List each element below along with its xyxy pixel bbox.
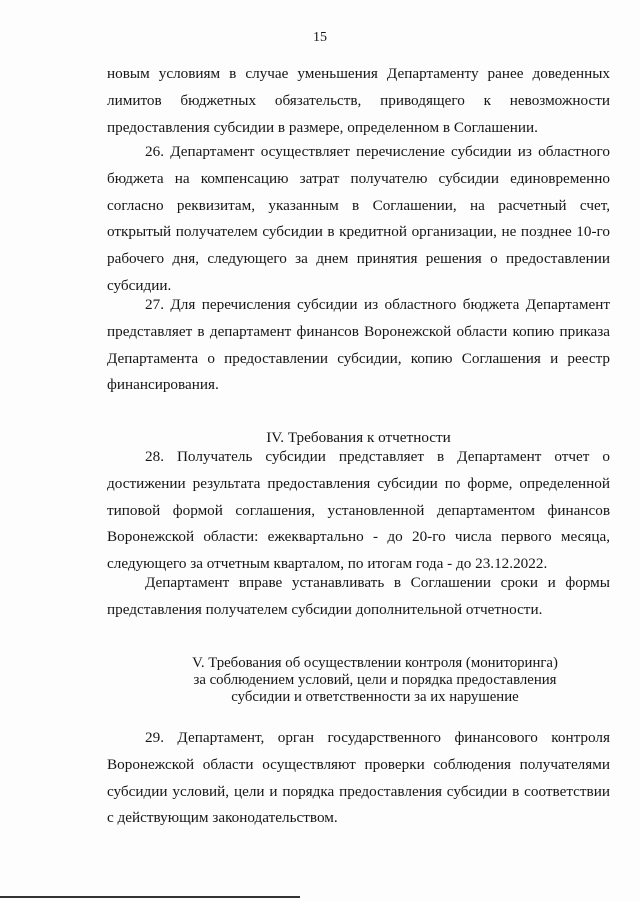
- section-heading-5: [150, 655, 600, 706]
- footer-rule: [0, 896, 300, 898]
- page-number: 15: [313, 30, 327, 45]
- paragraph-28-supplement: Департамент вправе устанавливать в Соглашении сроки и формы представления получателем субсидии дополнительной отчетности.: [107, 574, 610, 618]
- section-heading-4: IV. Требования к отчетности: [266, 429, 451, 446]
- section-heading-5-line-3: субсидии и ответственности за их нарушение: [231, 689, 519, 705]
- paragraph-continuation: новым условиям в случае уменьшения Департаменту ранее доведенных лимитов бюджетных обязательств, приводящего к невозможности предоставления субсидии в размере, определенном в Соглашении.: [107, 65, 610, 136]
- paragraph-28: 28. Получатель субсидии представляет в Департамент отчет о достижении результата предоставления субсидии по форме, определенной типовой формой соглашения, установленной департаментом финансов Воронежской области: ежеквартально - до 20-го числа первого месяца, следующего за отчетным кварталом, по итогам года - до 23.12.2022.: [107, 448, 610, 573]
- paragraph-29: 29. Департамент, орган государственного финансового контроля Воронежской области осуществляют проверки соблюдения получателями субсидии условий, цели и порядка предоставления субсидии в соответствии с действующим законодательством.: [107, 729, 610, 827]
- paragraph-26: 26. Департамент осуществляет перечисление субсидии из областного бюджета на компенсацию затрат получателю субсидии единовременно согласно реквизитам, указанным в Соглашении, на расчетный счет, открытый получателем субсидии в кредитной организации, не позднее 10-го рабочего дня, следующего за днем принятия решения о предоставлении субсидии.: [107, 143, 610, 294]
- paragraph-27: 27. Для перечисления субсидии из областного бюджета Департамент представляет в департамент финансов Воронежской области копию приказа Департамента о предоставлении субсидии, копию Соглашения и реестр финансирования.: [107, 296, 610, 394]
- section-heading-5-line-2: за соблюдением условий, цели и порядка предоставления: [193, 672, 557, 688]
- section-heading-5-line-1: V. Требования об осуществлении контроля (мониторинга): [192, 655, 558, 671]
